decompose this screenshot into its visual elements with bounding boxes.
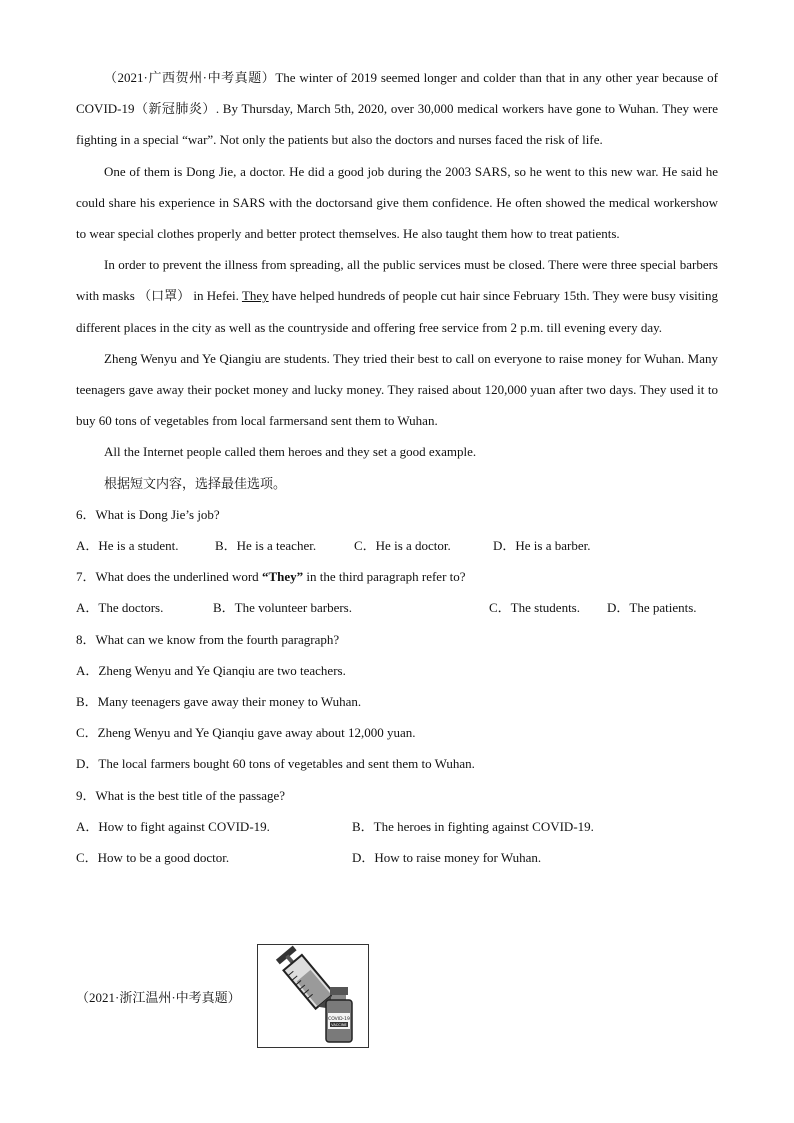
next-source-label: （2021·浙江温州·中考真题） [76, 990, 241, 1005]
document-body [76, 62, 718, 873]
question-7-stem [76, 561, 718, 592]
q9-option-a: A．How to fight against COVID-19. [76, 818, 270, 834]
question-8-stem: 8．What can we know from the fourth paragraph? [76, 631, 340, 647]
q6-option-a: A．He is a student. [76, 538, 179, 554]
q7-option-b: B．The volunteer barbers. [213, 600, 352, 616]
q7-stem-start: 7．What does the underlined word [76, 569, 262, 585]
q7-option-c: C．The students. [489, 600, 580, 616]
q9-option-b: B．The heroes in fighting against COVID-19. [352, 818, 594, 834]
paragraph-3-start: In order to prevent the illness from spreading, all the public services must be closed. There were three special barbers with masks （口罩） in Hefei. [76, 257, 718, 304]
question-7-options [76, 592, 718, 623]
vial-label-bottom: VACCINE [331, 1023, 347, 1027]
q8-option-c: C．Zheng Wenyu and Ye Qianqiu gave away about 12,000 yuan. [76, 725, 416, 741]
q9-option-d: D．How to raise money for Wuhan. [352, 850, 542, 866]
passage-paragraph-2: One of them is Dong Jie, a doctor. He did a good job during the 2003 SARS, so he went to this new war. He said he could share his experience in SARS with the doctorsand give them confidence. He often showed the medical workershow to wear special clothes properly and better protect themselves. He also taught them how to treat patients. [76, 163, 718, 242]
question-9-options-row-2 [76, 842, 718, 873]
q7-stem-end: in the third paragraph refer to? [303, 569, 466, 585]
vaccine-figure [257, 944, 369, 1048]
passage-paragraph-5: All the Internet people called them heroes and they set a good example. [104, 444, 477, 460]
vial-label-top: COVID-19 [328, 1017, 350, 1022]
q6-option-d: D．He is a barber. [493, 538, 591, 554]
instruction: 根据短文内容，选择最佳选项。 [104, 475, 287, 491]
q8-option-a: A．Zheng Wenyu and Ye Qianqiu are two teachers. [76, 662, 346, 678]
passage-paragraph-1: （2021·广西贺州·中考真题）The winter of 2019 seemed longer and colder than that in any other year because of COVID-19（新冠肺炎）. By Thursday, March 5th, 2020, over 30,000 medical workers have gone to Wuhan. They were fighting in a special “war”. Not only the patients but also the doctors and nurses faced the risk of life. [76, 70, 718, 148]
question-9-stem: 9．What is the best title of the passage? [76, 787, 286, 803]
q9-option-c: C．How to be a good doctor. [76, 850, 230, 866]
q7-option-a: A．The doctors. [76, 600, 164, 616]
question-9-options-row-1 [76, 811, 718, 842]
question-6-stem: 6．What is Dong Jie’s job? [76, 506, 220, 522]
q6-option-c: C．He is a doctor. [354, 538, 451, 554]
q7-option-d: D．The patients. [607, 600, 697, 616]
q7-bold-word: “They” [261, 569, 304, 585]
passage-paragraph-4: Zheng Wenyu and Ye Qiangiu are students. They tried their best to call on everyone to raise money for Wuhan. Many teenagers gave away their pocket money and lucky money. They raised about 120,000 yuan after two days. They used it to buy 60 tons of vegetables from local farmersand sent them to Wuhan. [76, 350, 718, 429]
passage-paragraph-3 [76, 249, 718, 343]
q8-option-b: B．Many teenagers gave away their money to Wuhan. [76, 694, 362, 710]
next-passage-header [76, 944, 718, 1048]
syringe-vaccine-illustration [258, 945, 368, 1047]
underlined-word-they: They [241, 288, 269, 304]
question-6-options [76, 530, 718, 561]
q8-option-d: D．The local farmers bought 60 tons of vegetables and sent them to Wuhan. [76, 756, 475, 772]
paragraph-3-end: have helped hundreds of people cut hair since February 15th. They were busy visiting different places in the city as well as the countryside and offering free service from 2 p.m. till evening every day. [76, 288, 718, 335]
q6-option-b: B．He is a teacher. [215, 538, 317, 554]
